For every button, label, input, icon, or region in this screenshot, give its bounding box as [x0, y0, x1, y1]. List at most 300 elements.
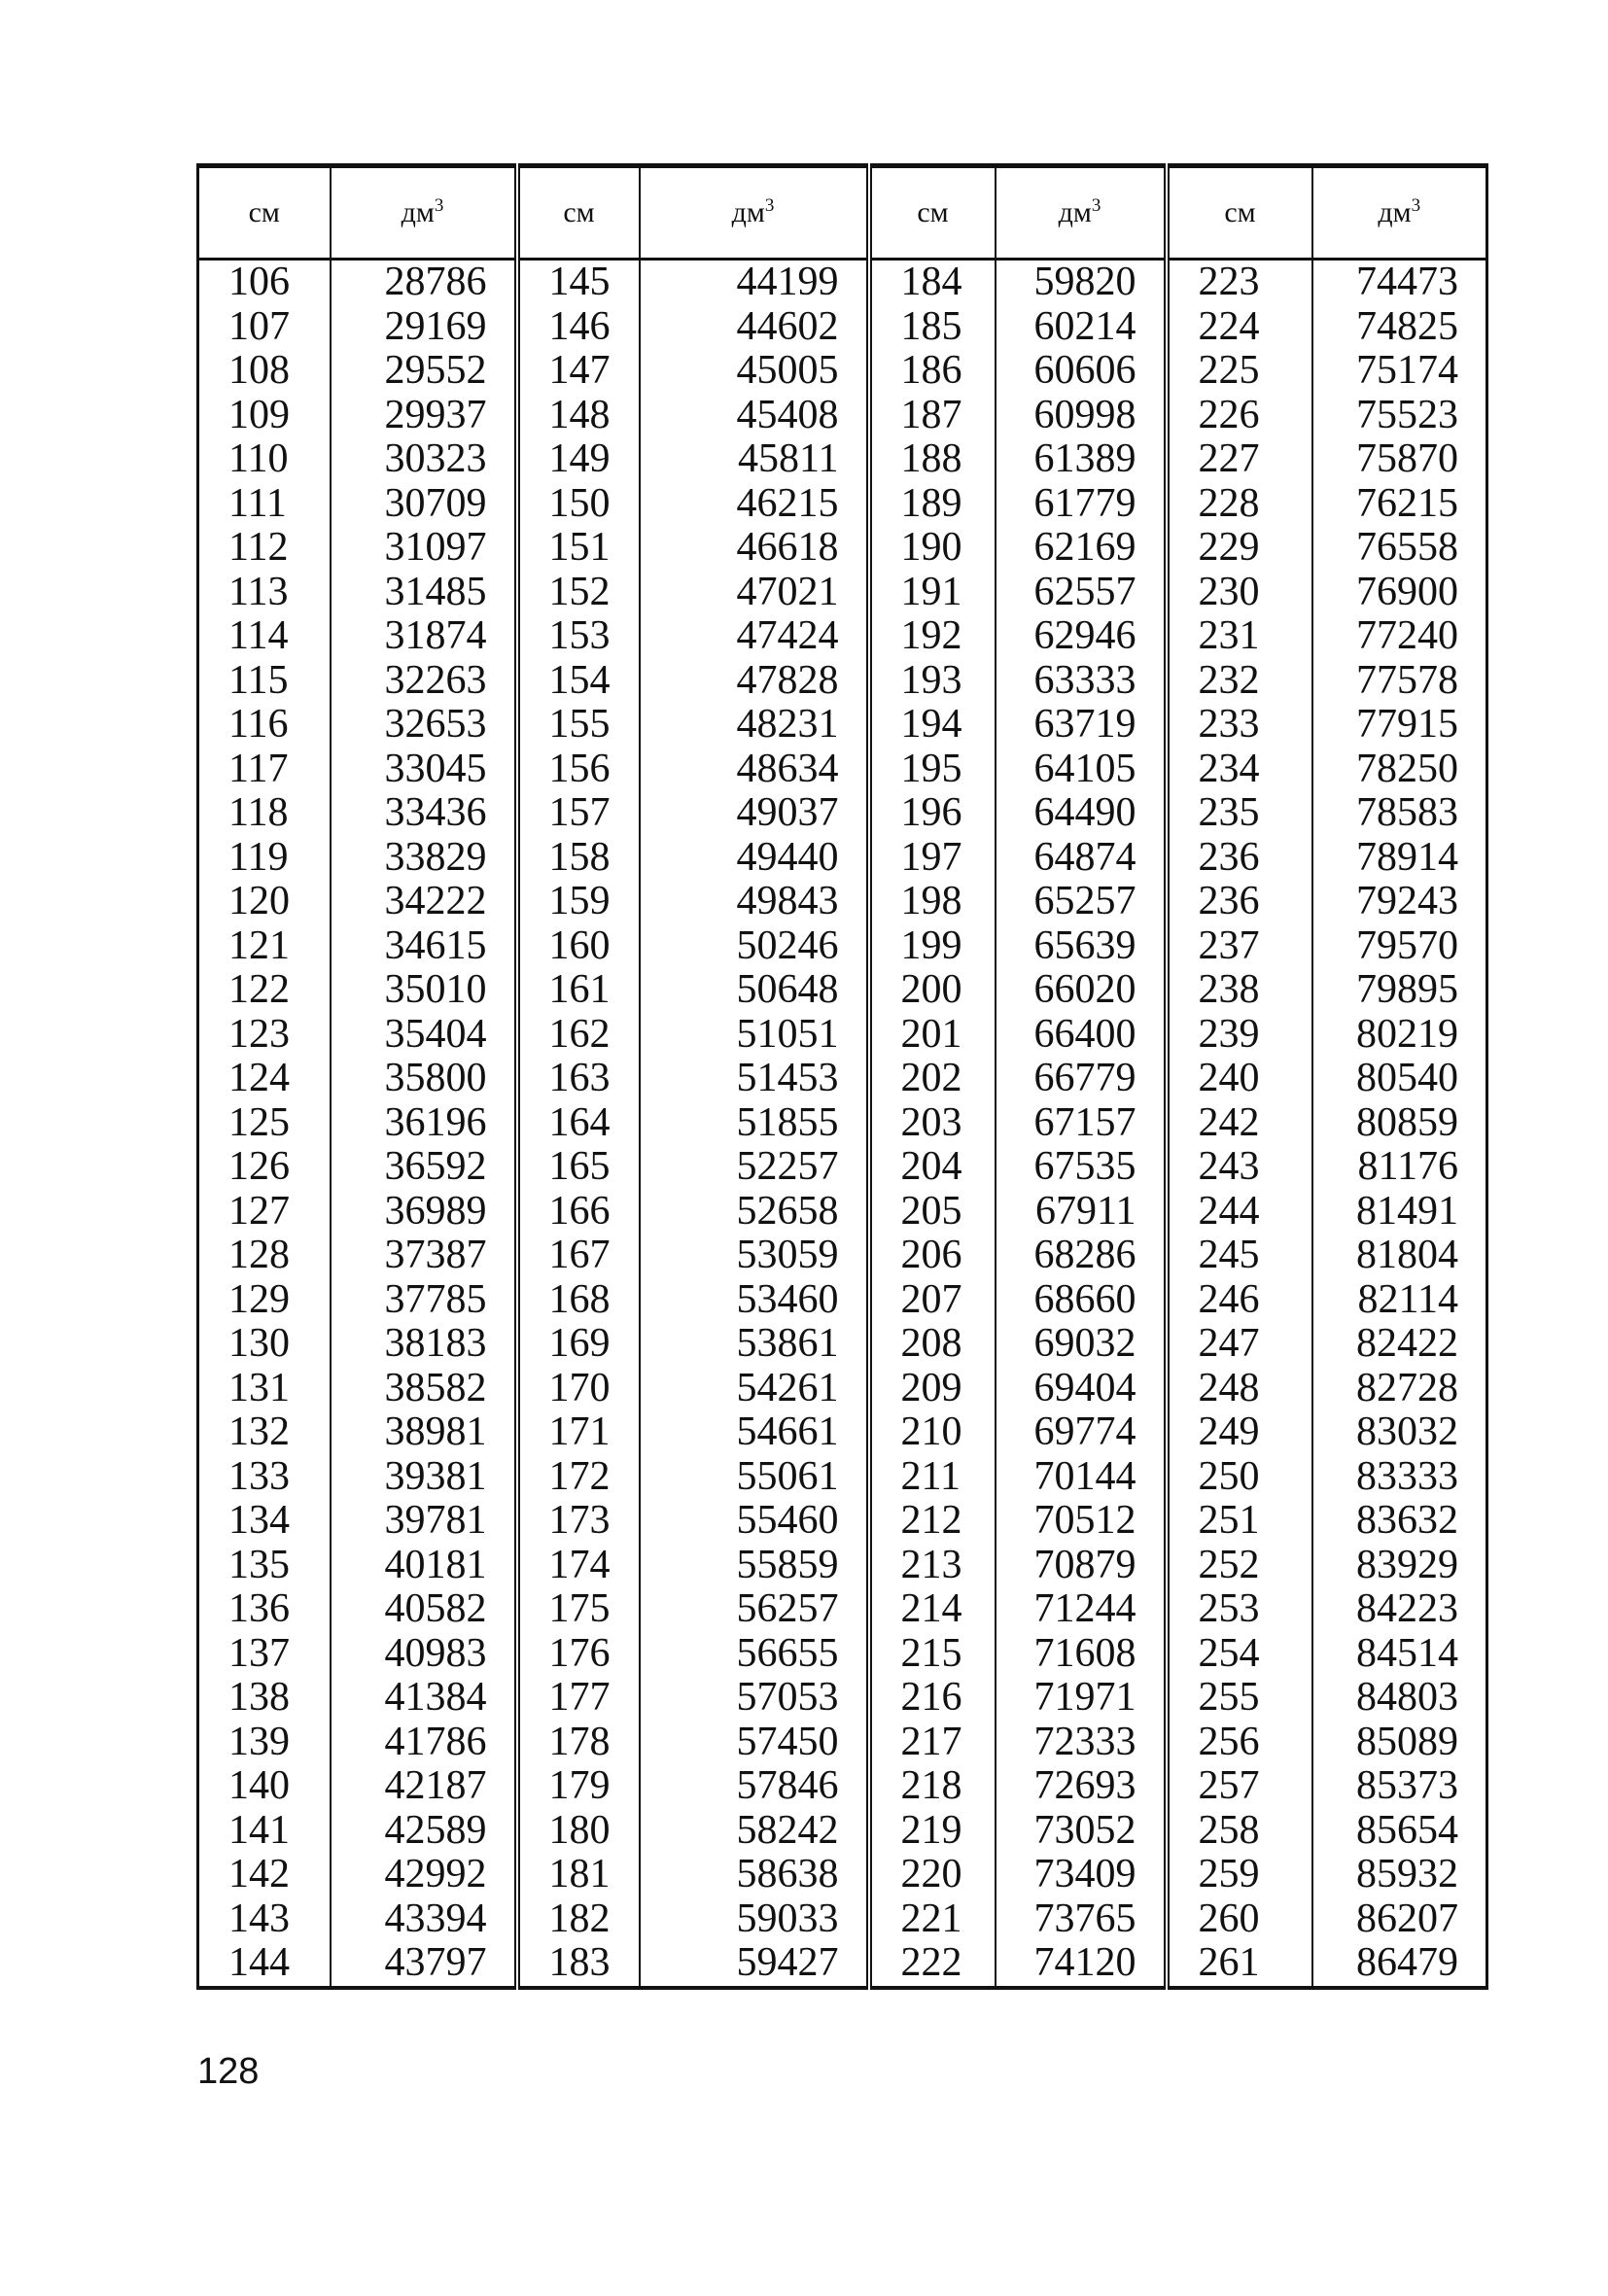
cm-cell: 168 [517, 1278, 640, 1323]
dm3-cell: 52257 [640, 1145, 869, 1190]
cm-cell: 247 [1167, 1322, 1312, 1367]
dm3-cell: 55061 [640, 1455, 869, 1500]
dm3-cell: 70144 [996, 1455, 1167, 1500]
cm-cell: 189 [869, 482, 996, 527]
dm3-cell: 28786 [331, 260, 517, 305]
cm-cell: 151 [517, 526, 640, 571]
cm-cell: 182 [517, 1897, 640, 1942]
dm3-cell: 67157 [996, 1101, 1167, 1146]
cm-cell: 128 [198, 1234, 331, 1278]
table-row [198, 1764, 1487, 1809]
cm-cell: 179 [517, 1764, 640, 1809]
cm-cell: 115 [198, 659, 331, 704]
cm-cell: 200 [869, 968, 996, 1013]
dm3-cell: 69032 [996, 1322, 1167, 1367]
dm3-cell: 84223 [1356, 1587, 1458, 1631]
dm3-cell: 36592 [331, 1145, 517, 1190]
dm3-cell: 29169 [331, 305, 517, 350]
dm3-cell: 33436 [331, 791, 517, 836]
header-dm-3-exponent: 3 [1091, 195, 1101, 216]
cm-cell: 150 [517, 482, 640, 527]
table-row [198, 1455, 1487, 1500]
dm3-cell: 66400 [996, 1013, 1167, 1058]
table-row [198, 1809, 1487, 1854]
cm-cell: 254 [1167, 1632, 1312, 1677]
header-dm-4 [1312, 166, 1487, 260]
cm-cell: 183 [517, 1941, 640, 1988]
volume-table [196, 163, 1488, 1990]
table-row [198, 1101, 1487, 1146]
table-row [198, 1499, 1487, 1544]
dm3-cell: 57450 [640, 1721, 869, 1765]
cm-cell: 125 [198, 1101, 331, 1146]
dm3-cell: 73765 [996, 1897, 1167, 1942]
dm3-cell: 48634 [640, 748, 869, 792]
cm-cell: 126 [198, 1145, 331, 1190]
cm-cell: 180 [517, 1809, 640, 1854]
dm3-cell: 69404 [996, 1367, 1167, 1411]
table-row [198, 968, 1487, 1013]
cm-cell: 215 [869, 1632, 996, 1677]
cm-cell: 235 [1167, 791, 1312, 836]
dm3-cell: 76215 [1356, 481, 1458, 526]
cm-cell: 245 [1167, 1234, 1312, 1278]
cm-cell: 204 [869, 1145, 996, 1190]
dm3-cell: 43797 [331, 1941, 517, 1988]
dm3-cell: 36989 [331, 1190, 517, 1235]
dm3-cell: 58638 [640, 1853, 869, 1897]
dm3-cell: 85373 [1356, 1764, 1458, 1808]
table-row [198, 1587, 1487, 1632]
dm3-cell: 64874 [996, 836, 1167, 881]
table-row [198, 1234, 1487, 1278]
cm-cell: 156 [517, 748, 640, 792]
dm3-cell: 46618 [640, 526, 869, 571]
table-body [198, 260, 1487, 1988]
cm-cell: 123 [198, 1013, 331, 1058]
dm3-cell: 29937 [331, 394, 517, 438]
dm3-cell: 83333 [1356, 1454, 1458, 1499]
cm-cell: 248 [1167, 1367, 1312, 1411]
cm-cell: 212 [869, 1499, 996, 1544]
cm-cell: 260 [1167, 1897, 1312, 1942]
cm-cell: 160 [517, 924, 640, 969]
table-row [198, 1632, 1487, 1677]
dm3-cell: 86207 [1356, 1896, 1458, 1941]
cm-cell: 206 [869, 1234, 996, 1278]
cm-cell: 219 [869, 1809, 996, 1854]
cm-cell: 196 [869, 791, 996, 836]
dm3-cell: 71244 [996, 1587, 1167, 1632]
dm3-cell: 41786 [331, 1721, 517, 1765]
dm3-cell: 55859 [640, 1544, 869, 1588]
cm-cell: 257 [1167, 1764, 1312, 1809]
cm-cell: 108 [198, 349, 331, 394]
dm3-cell: 31485 [331, 571, 517, 615]
cm-cell: 158 [517, 836, 640, 881]
cm-cell: 229 [1167, 526, 1312, 571]
cm-cell: 174 [517, 1544, 640, 1588]
dm3-cell: 66020 [996, 968, 1167, 1013]
cm-cell: 137 [198, 1632, 331, 1677]
cm-cell: 152 [517, 571, 640, 615]
cm-cell: 202 [869, 1057, 996, 1101]
dm3-cell: 31874 [331, 614, 517, 659]
cm-cell: 223 [1167, 260, 1312, 305]
dm3-cell: 36196 [331, 1101, 517, 1146]
dm3-cell: 70879 [996, 1544, 1167, 1588]
dm3-cell: 84514 [1356, 1631, 1458, 1676]
dm3-cell: 43394 [331, 1897, 517, 1942]
dm3-cell: 65639 [996, 924, 1167, 969]
header-cm-2 [517, 166, 640, 260]
dm3-cell: 80540 [1356, 1057, 1458, 1100]
cm-cell: 135 [198, 1544, 331, 1588]
cm-cell: 166 [517, 1190, 640, 1235]
cm-cell: 237 [1167, 924, 1312, 969]
dm3-cell: 32653 [331, 703, 517, 748]
dm3-cell: 59033 [640, 1897, 869, 1942]
cm-cell: 155 [517, 703, 640, 748]
dm3-cell: 33045 [331, 748, 517, 792]
cm-cell: 132 [198, 1410, 331, 1455]
dm3-cell: 33829 [331, 836, 517, 881]
dm3-cell: 85089 [1356, 1720, 1458, 1764]
cm-cell: 139 [198, 1721, 331, 1765]
page-number: 128 [197, 2051, 260, 2092]
dm3-cell: 53861 [640, 1322, 869, 1367]
dm3-cell: 74120 [996, 1941, 1167, 1988]
cm-cell: 222 [869, 1941, 996, 1988]
dm3-cell: 72693 [996, 1764, 1167, 1809]
header-dm-4-exponent: 3 [1411, 195, 1421, 216]
dm3-cell: 38582 [331, 1367, 517, 1411]
dm3-cell: 59820 [996, 260, 1167, 305]
cm-cell: 176 [517, 1632, 640, 1677]
cm-cell: 209 [869, 1367, 996, 1411]
cm-cell: 195 [869, 748, 996, 792]
dm3-cell: 39781 [331, 1499, 517, 1544]
table-row [198, 526, 1487, 571]
table-row [198, 437, 1487, 482]
table-row [198, 1190, 1487, 1235]
cm-cell: 107 [198, 305, 331, 350]
cm-cell: 144 [198, 1941, 331, 1988]
dm3-cell: 82728 [1356, 1366, 1458, 1410]
dm3-cell: 67911 [996, 1190, 1167, 1235]
dm3-cell: 42589 [331, 1809, 517, 1854]
dm3-cell: 58242 [640, 1809, 869, 1854]
table-row [198, 1897, 1487, 1942]
cm-cell: 148 [517, 394, 640, 438]
dm3-cell: 49440 [640, 836, 869, 881]
cm-cell: 258 [1167, 1809, 1312, 1854]
dm3-cell: 76900 [1356, 570, 1458, 614]
dm3-cell: 80219 [1356, 1012, 1458, 1057]
cm-cell: 116 [198, 703, 331, 748]
cm-cell: 159 [517, 880, 640, 924]
table-row [198, 260, 1487, 305]
cm-cell: 147 [517, 349, 640, 394]
cm-cell: 244 [1167, 1190, 1312, 1235]
cm-cell: 177 [517, 1676, 640, 1721]
cm-cell: 226 [1167, 394, 1312, 438]
table-row [198, 748, 1487, 792]
cm-cell: 251 [1167, 1499, 1312, 1544]
cm-cell: 231 [1167, 614, 1312, 659]
cm-cell: 249 [1167, 1410, 1312, 1455]
dm3-cell: 38183 [331, 1322, 517, 1367]
table-row [198, 1013, 1487, 1058]
cm-cell: 224 [1167, 305, 1312, 350]
dm3-cell: 31097 [331, 526, 517, 571]
dm3-cell: 62946 [996, 614, 1167, 659]
dm3-cell: 69774 [996, 1410, 1167, 1455]
dm3-cell: 45408 [640, 394, 869, 438]
dm3-cell: 49037 [640, 791, 869, 836]
dm3-cell: 62169 [996, 526, 1167, 571]
dm3-cell: 54261 [640, 1367, 869, 1411]
dm3-cell: 51051 [640, 1013, 869, 1058]
table-row [198, 924, 1487, 969]
table-row [198, 880, 1487, 924]
cm-cell: 213 [869, 1544, 996, 1588]
dm3-cell: 57846 [640, 1764, 869, 1809]
header-dm-4-label: дм [1378, 196, 1412, 228]
cm-cell: 162 [517, 1013, 640, 1058]
dm3-cell: 81804 [1356, 1234, 1458, 1277]
cm-cell: 234 [1167, 748, 1312, 792]
dm3-cell: 44602 [640, 305, 869, 350]
dm3-cell: 56655 [640, 1632, 869, 1677]
dm3-cell: 66779 [996, 1057, 1167, 1101]
dm3-cell: 81491 [1356, 1189, 1458, 1234]
header-dm-2 [640, 166, 869, 260]
cm-cell: 133 [198, 1455, 331, 1500]
dm3-cell: 77578 [1356, 658, 1458, 703]
header-row [198, 166, 1487, 260]
dm3-cell: 45811 [640, 437, 869, 482]
dm3-cell: 50648 [640, 968, 869, 1013]
cm-cell: 181 [517, 1853, 640, 1897]
dm3-cell: 61389 [996, 437, 1167, 482]
cm-cell: 240 [1167, 1057, 1312, 1101]
cm-cell: 232 [1167, 659, 1312, 704]
dm3-cell: 41384 [331, 1676, 517, 1721]
cm-cell: 171 [517, 1410, 640, 1455]
cm-cell: 163 [517, 1057, 640, 1101]
dm3-cell: 40582 [331, 1587, 517, 1632]
dm3-cell: 83632 [1356, 1499, 1458, 1543]
cm-cell: 131 [198, 1367, 331, 1411]
header-dm-3-label: дм [1058, 196, 1092, 228]
cm-cell: 119 [198, 836, 331, 881]
table-row [198, 1676, 1487, 1721]
cm-cell: 208 [869, 1322, 996, 1367]
dm3-cell: 47424 [640, 614, 869, 659]
table-row [198, 614, 1487, 659]
dm3-cell: 74825 [1356, 304, 1458, 349]
cm-cell: 205 [869, 1190, 996, 1235]
cm-cell: 146 [517, 305, 640, 350]
cm-cell: 187 [869, 394, 996, 438]
dm3-cell: 61779 [996, 482, 1167, 527]
dm3-cell: 81176 [1357, 1145, 1458, 1189]
cm-cell: 201 [869, 1013, 996, 1058]
header-dm-1 [331, 166, 517, 260]
dm3-cell: 65257 [996, 880, 1167, 924]
dm3-cell: 82422 [1356, 1322, 1458, 1366]
cm-cell: 129 [198, 1278, 331, 1323]
cm-cell: 113 [198, 571, 331, 615]
cm-cell: 134 [198, 1499, 331, 1544]
cm-cell: 111 [198, 482, 331, 527]
table-row [198, 571, 1487, 615]
header-cm-4 [1167, 166, 1312, 260]
cm-cell: 186 [869, 349, 996, 394]
dm3-cell: 76558 [1356, 526, 1458, 570]
dm3-cell: 75523 [1356, 393, 1458, 437]
dm3-cell: 82114 [1357, 1277, 1458, 1322]
cm-cell: 172 [517, 1455, 640, 1500]
dm3-cell: 34222 [331, 880, 517, 924]
cm-cell: 220 [869, 1853, 996, 1897]
table-row [198, 1853, 1487, 1897]
cm-cell: 164 [517, 1101, 640, 1146]
cm-cell: 259 [1167, 1853, 1312, 1897]
dm3-cell: 85654 [1356, 1808, 1458, 1853]
dm3-cell: 73409 [996, 1853, 1167, 1897]
dm3-cell: 84803 [1356, 1676, 1458, 1720]
dm3-cell: 56257 [640, 1587, 869, 1632]
dm3-cell: 57053 [640, 1676, 869, 1721]
header-dm-1-exponent: 3 [434, 195, 444, 216]
dm3-cell: 68660 [996, 1278, 1167, 1323]
cm-cell: 127 [198, 1190, 331, 1235]
table-row [198, 1941, 1487, 1988]
cm-cell: 230 [1167, 571, 1312, 615]
cm-cell: 145 [517, 260, 640, 305]
dm3-cell: 34615 [331, 924, 517, 969]
dm3-cell: 55460 [640, 1499, 869, 1544]
dm3-cell: 47828 [640, 659, 869, 704]
dm3-cell: 79895 [1356, 968, 1458, 1012]
dm3-cell: 35800 [331, 1057, 517, 1101]
dm3-cell: 42187 [331, 1764, 517, 1809]
header-cm-3 [869, 166, 996, 260]
dm3-cell: 77240 [1356, 614, 1458, 658]
cm-cell: 112 [198, 526, 331, 571]
cm-cell: 256 [1167, 1721, 1312, 1765]
cm-cell: 118 [198, 791, 331, 836]
cm-cell: 194 [869, 703, 996, 748]
cm-cell: 130 [198, 1322, 331, 1367]
cm-cell: 228 [1167, 482, 1312, 527]
dm3-cell: 86479 [1356, 1941, 1458, 1985]
dm3-cell: 79243 [1356, 880, 1458, 923]
dm3-cell: 71608 [996, 1632, 1167, 1677]
cm-cell: 192 [869, 614, 996, 659]
cm-cell: 124 [198, 1057, 331, 1101]
cm-cell: 193 [869, 659, 996, 704]
cm-cell: 114 [198, 614, 331, 659]
table-row [198, 836, 1487, 881]
cm-cell: 109 [198, 394, 331, 438]
dm3-cell: 42992 [331, 1853, 517, 1897]
cm-cell: 246 [1167, 1278, 1312, 1323]
table-row [198, 659, 1487, 704]
cm-cell: 242 [1167, 1101, 1312, 1146]
header-cm-1-label: см [248, 196, 280, 228]
cm-cell: 157 [517, 791, 640, 836]
cm-cell: 217 [869, 1721, 996, 1765]
header-cm-1 [198, 166, 331, 260]
dm3-cell: 80859 [1356, 1100, 1458, 1145]
table-row [198, 1410, 1487, 1455]
dm3-cell: 63719 [996, 703, 1167, 748]
cm-cell: 136 [198, 1587, 331, 1632]
dm3-cell: 53059 [640, 1234, 869, 1278]
header-dm-1-label: дм [401, 196, 435, 228]
header-dm-2-label: дм [731, 196, 765, 228]
cm-cell: 149 [517, 437, 640, 482]
cm-cell: 138 [198, 1676, 331, 1721]
table-row [198, 1145, 1487, 1190]
dm3-cell: 59427 [640, 1941, 869, 1988]
cm-cell: 143 [198, 1897, 331, 1942]
dm3-cell: 67535 [996, 1145, 1167, 1190]
table-row [198, 349, 1487, 394]
dm3-cell: 83929 [1356, 1543, 1458, 1587]
dm3-cell: 60998 [996, 394, 1167, 438]
cm-cell: 211 [869, 1455, 996, 1500]
dm3-cell: 51453 [640, 1057, 869, 1101]
header-dm-2-exponent: 3 [764, 195, 775, 216]
cm-cell: 239 [1167, 1013, 1312, 1058]
table-row [198, 394, 1487, 438]
dm3-cell: 37387 [331, 1234, 517, 1278]
cm-cell: 218 [869, 1764, 996, 1809]
table-row [198, 482, 1487, 527]
cm-cell: 185 [869, 305, 996, 350]
cm-cell: 154 [517, 659, 640, 704]
dm3-cell: 40181 [331, 1544, 517, 1588]
table-row [198, 1322, 1487, 1367]
dm3-cell: 78914 [1356, 835, 1458, 880]
dm3-cell: 74473 [1356, 260, 1458, 304]
cm-cell: 216 [869, 1676, 996, 1721]
table-row [198, 1721, 1487, 1765]
dm3-cell: 46215 [640, 482, 869, 527]
cm-cell: 161 [517, 968, 640, 1013]
dm3-cell: 60606 [996, 349, 1167, 394]
table-row [198, 1057, 1487, 1101]
cm-cell: 225 [1167, 349, 1312, 394]
dm3-cell: 32263 [331, 659, 517, 704]
header-cm-3-label: см [917, 196, 949, 228]
table-row [198, 703, 1487, 748]
dm3-cell: 53460 [640, 1278, 869, 1323]
cm-cell: 106 [198, 260, 331, 305]
cm-cell: 165 [517, 1145, 640, 1190]
table-row [198, 791, 1487, 836]
dm3-cell: 50246 [640, 924, 869, 969]
cm-cell: 175 [517, 1587, 640, 1632]
dm3-cell: 30323 [331, 437, 517, 482]
dm3-cell: 60214 [996, 305, 1167, 350]
cm-cell: 233 [1167, 703, 1312, 748]
header-dm-3 [996, 166, 1167, 260]
